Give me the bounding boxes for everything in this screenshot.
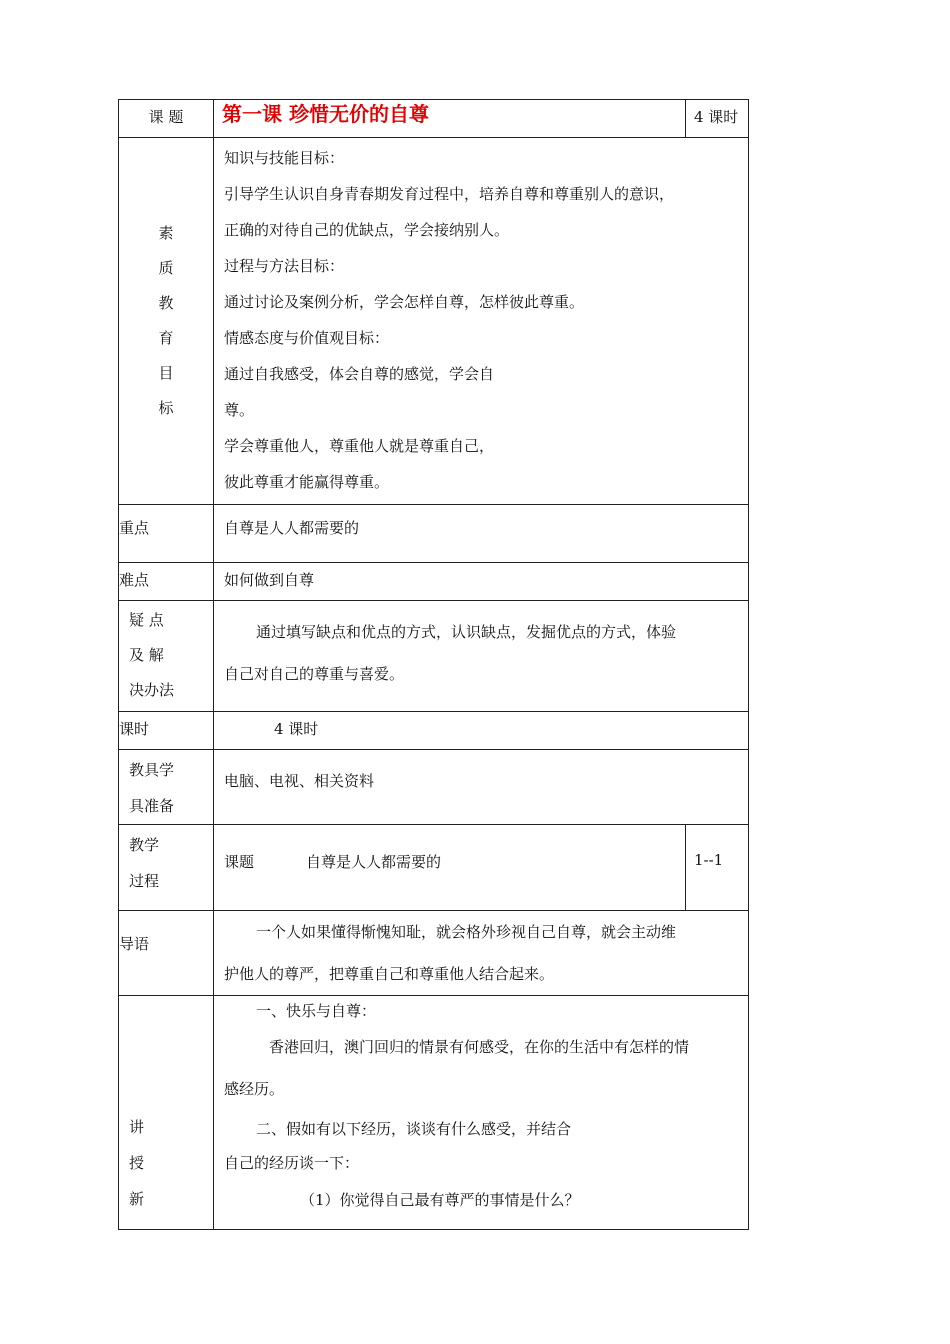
goals-content bbox=[214, 138, 749, 505]
doubts-label-line: 及 解 bbox=[129, 646, 164, 664]
lesson-title: 第一课 珍惜无价的自尊 bbox=[222, 102, 429, 126]
materials-label-cell bbox=[119, 750, 214, 825]
goals-line: 学会尊重他人，尊重他人就是尊重自己， bbox=[224, 437, 495, 455]
new-lesson-label-cell bbox=[119, 996, 214, 1230]
goals-line: 彼此尊重才能赢得尊重。 bbox=[224, 473, 390, 491]
doubts-label-line: 疑 点 bbox=[129, 611, 164, 629]
goals-label-cell bbox=[119, 138, 214, 505]
new-lesson-row bbox=[119, 996, 749, 1230]
goals-line: 尊。 bbox=[224, 401, 255, 419]
key-point-label: 重点 bbox=[119, 519, 150, 537]
process-topic bbox=[214, 851, 685, 872]
goals-label-char: 素 bbox=[158, 224, 174, 242]
difficulty-content bbox=[214, 563, 749, 601]
doubts-row bbox=[119, 601, 749, 712]
process-row bbox=[119, 825, 749, 911]
goals-line: 通过讨论及案例分析，学会怎样自尊，怎样彼此尊重。 bbox=[224, 293, 585, 311]
goals-label-char: 质 bbox=[158, 259, 174, 277]
new-lesson-content bbox=[214, 996, 749, 1230]
goals-label-char: 育 bbox=[158, 329, 174, 347]
intro-row bbox=[119, 911, 749, 996]
process-label-line: 过程 bbox=[129, 872, 160, 890]
difficulty-label: 难点 bbox=[119, 571, 150, 589]
goals-line: 正确的对待自己的优缺点，学会接纳别人。 bbox=[224, 221, 510, 239]
materials-row bbox=[119, 750, 749, 825]
section-line: 感经历。 bbox=[224, 1080, 285, 1098]
process-number-cell bbox=[686, 825, 749, 911]
process-topic-text: 自尊是人人都需要的 bbox=[306, 853, 442, 871]
header-row bbox=[119, 100, 749, 138]
goals-label-char: 标 bbox=[158, 399, 174, 417]
section-heading: 一、快乐与自尊： bbox=[256, 1002, 377, 1020]
difficulty-label-cell bbox=[119, 563, 214, 601]
lesson-hours: 4 课时 bbox=[694, 108, 739, 126]
process-label-cell bbox=[119, 825, 214, 911]
hours-label: 课时 bbox=[119, 720, 150, 738]
doubts-label bbox=[129, 603, 213, 708]
doubts-content bbox=[214, 601, 749, 712]
process-topic-label: 课题 bbox=[224, 853, 255, 871]
topic-label: 课 题 bbox=[148, 108, 184, 126]
materials-text: 电脑、电视、相关资料 bbox=[224, 772, 375, 790]
hours-text: 4 课时 bbox=[274, 720, 319, 738]
hours-content bbox=[214, 712, 749, 750]
materials-label-line: 具准备 bbox=[129, 797, 175, 815]
materials-label bbox=[129, 752, 213, 824]
difficulty-row bbox=[119, 563, 749, 601]
process-label-line: 教学 bbox=[129, 836, 160, 854]
goals-line: 情感态度与价值观目标： bbox=[224, 329, 390, 347]
new-lesson-label bbox=[129, 1109, 213, 1217]
goals-label-char: 目 bbox=[158, 364, 174, 382]
hours-label-cell bbox=[119, 712, 214, 750]
difficulty-text: 如何做到自尊 bbox=[224, 571, 315, 589]
goals-line: 过程与方法目标： bbox=[224, 257, 345, 275]
question-line: （1）你觉得自己最有尊严的事情是什么？ bbox=[300, 1191, 580, 1209]
hours-cell bbox=[686, 100, 749, 138]
goals-label bbox=[119, 216, 213, 426]
intro-label-cell bbox=[119, 911, 214, 996]
process-label bbox=[129, 827, 213, 899]
materials-content bbox=[214, 750, 749, 825]
hours-row bbox=[119, 712, 749, 750]
intro-label: 导语 bbox=[119, 935, 150, 953]
lesson-title-cell bbox=[214, 100, 686, 138]
new-lesson-label-char: 授 bbox=[129, 1154, 145, 1172]
goals-line: 引导学生认识自身青春期发育过程中，培养自尊和尊重别人的意识， bbox=[224, 185, 675, 203]
lesson-plan-table bbox=[118, 99, 749, 1230]
key-point-text: 自尊是人人都需要的 bbox=[224, 519, 360, 537]
new-lesson-label-char: 讲 bbox=[129, 1118, 145, 1136]
goals-label-char: 教 bbox=[158, 294, 174, 312]
process-number: 1--1 bbox=[694, 851, 724, 869]
topic-label-cell bbox=[119, 100, 214, 138]
doubts-label-line: 决办法 bbox=[129, 681, 175, 699]
doubts-label-cell bbox=[119, 601, 214, 712]
intro-line: 一个人如果懂得惭愧知耻，就会格外珍视自己自尊，就会主动维 bbox=[256, 923, 677, 941]
intro-line: 护他人的尊严，把尊重自己和尊重他人结合起来。 bbox=[224, 965, 555, 983]
key-point-row bbox=[119, 505, 749, 563]
section-line: 自己的经历谈一下： bbox=[224, 1154, 360, 1172]
key-point-content bbox=[214, 505, 749, 563]
process-topic-cell bbox=[214, 825, 686, 911]
intro-content bbox=[214, 911, 749, 996]
materials-label-line: 教具学 bbox=[129, 761, 175, 779]
doubts-line: 自己对自己的尊重与喜爱。 bbox=[224, 665, 405, 683]
goals-row bbox=[119, 138, 749, 505]
section-line: 香港回归，澳门回归的情景有何感受，在你的生活中有怎样的情 bbox=[269, 1038, 690, 1056]
doubts-line: 通过填写缺点和优点的方式，认识缺点，发掘优点的方式，体验 bbox=[256, 623, 677, 641]
section-heading: 二、假如有以下经历，谈谈有什么感受，并结合 bbox=[256, 1120, 572, 1138]
key-point-label-cell bbox=[119, 505, 214, 563]
goals-line: 知识与技能目标： bbox=[224, 149, 345, 167]
new-lesson-label-char: 新 bbox=[129, 1190, 145, 1208]
goals-line: 通过自我感受，体会自尊的感觉，学会自 bbox=[224, 365, 495, 383]
lesson-plan-page bbox=[118, 99, 748, 1230]
